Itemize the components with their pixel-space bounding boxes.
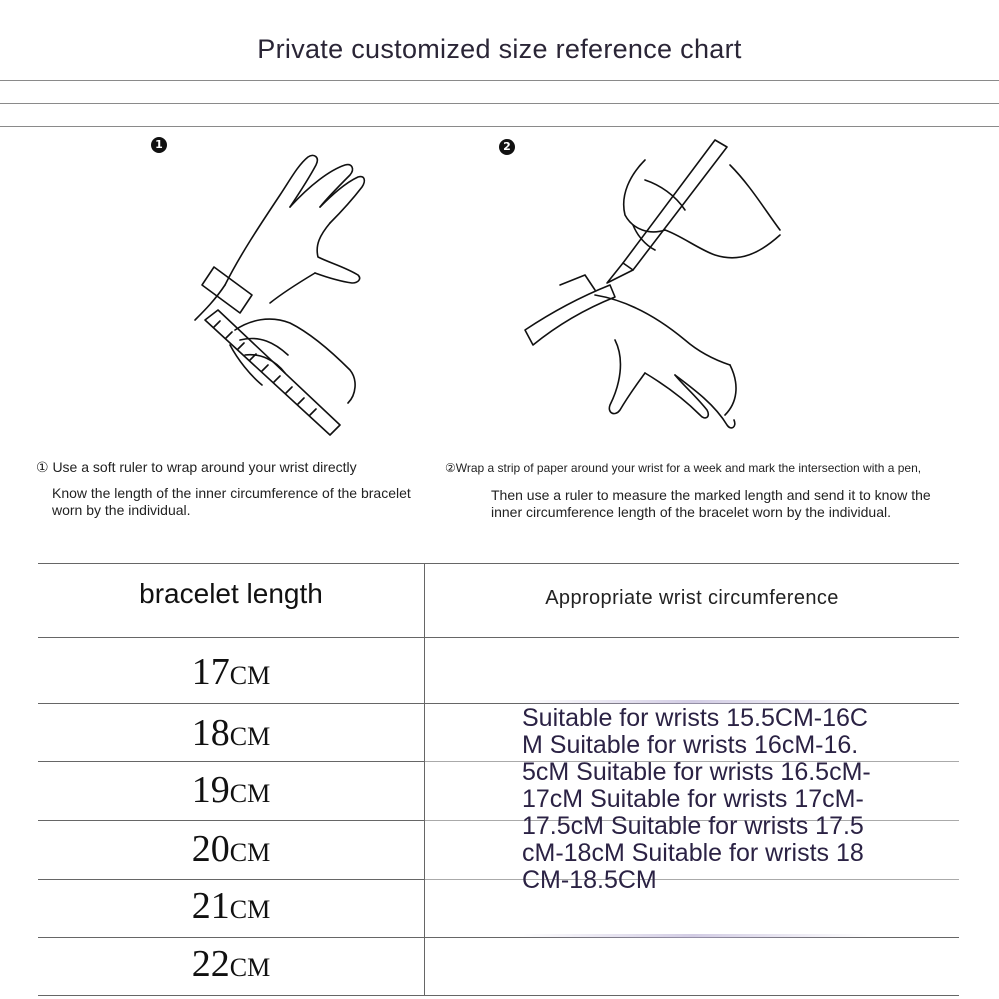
table-border: [38, 637, 959, 638]
step-2-badge: 2: [499, 139, 515, 155]
header-wrist-circumference: Appropriate wrist circumference: [545, 587, 839, 609]
size-value: 19: [191, 769, 230, 811]
table-border: [38, 995, 959, 996]
size-unit: CM: [229, 895, 271, 924]
size-cell-20: [38, 827, 424, 871]
wrist-ruler-illustration: [180, 145, 370, 445]
divider-line: [0, 103, 999, 104]
size-unit: CM: [229, 722, 271, 751]
step-1-detail: Know the length of the inner circumference of the bracelet worn by the individual.: [52, 485, 411, 518]
size-value: 17: [191, 651, 230, 693]
size-value: 20: [191, 828, 230, 870]
size-cell-17: [38, 650, 424, 694]
size-cell-22: [38, 942, 424, 986]
size-value: 22: [191, 943, 230, 985]
size-unit: CM: [229, 838, 271, 867]
wrist-circumference-description: Suitable for wrists 15.5CM-16CM Suitable for wrists 16cM-16.5cM Suitable for wrists 16.5cM-17cM Suitable for wrists 17cM-17.5cM Suitable for wrists 17.5cM-18cM Suitable for wrists 18CM-18.5CM: [522, 704, 871, 894]
page-title: Private customized size reference chart: [257, 34, 742, 64]
divider-line: [0, 80, 999, 81]
highlight-band: [518, 934, 868, 938]
size-cell-21: [38, 884, 424, 928]
size-cell-18: [38, 711, 424, 755]
size-value: 18: [191, 712, 230, 754]
step-2-instruction: ②Wrap a strip of paper around your wrist for a week and mark the intersection with a pen,: [445, 461, 922, 475]
size-unit: CM: [229, 661, 271, 690]
step-1-badge: 1: [151, 137, 167, 153]
step-1-instruction: ① Use a soft ruler to wrap around your wrist directly: [36, 459, 357, 475]
size-unit: CM: [229, 779, 271, 808]
size-value: 21: [191, 885, 230, 927]
size-unit: CM: [229, 953, 271, 982]
divider-line: [0, 126, 999, 127]
step-2-detail: Then use a ruler to measure the marked length and send it to know the inner circumference length of the bracelet worn by the individual.: [491, 487, 931, 520]
size-cell-19: [38, 768, 424, 812]
paper-strip-illustration: [515, 135, 785, 445]
header-bracelet-length: bracelet length: [139, 578, 323, 609]
table-border: [38, 563, 959, 564]
